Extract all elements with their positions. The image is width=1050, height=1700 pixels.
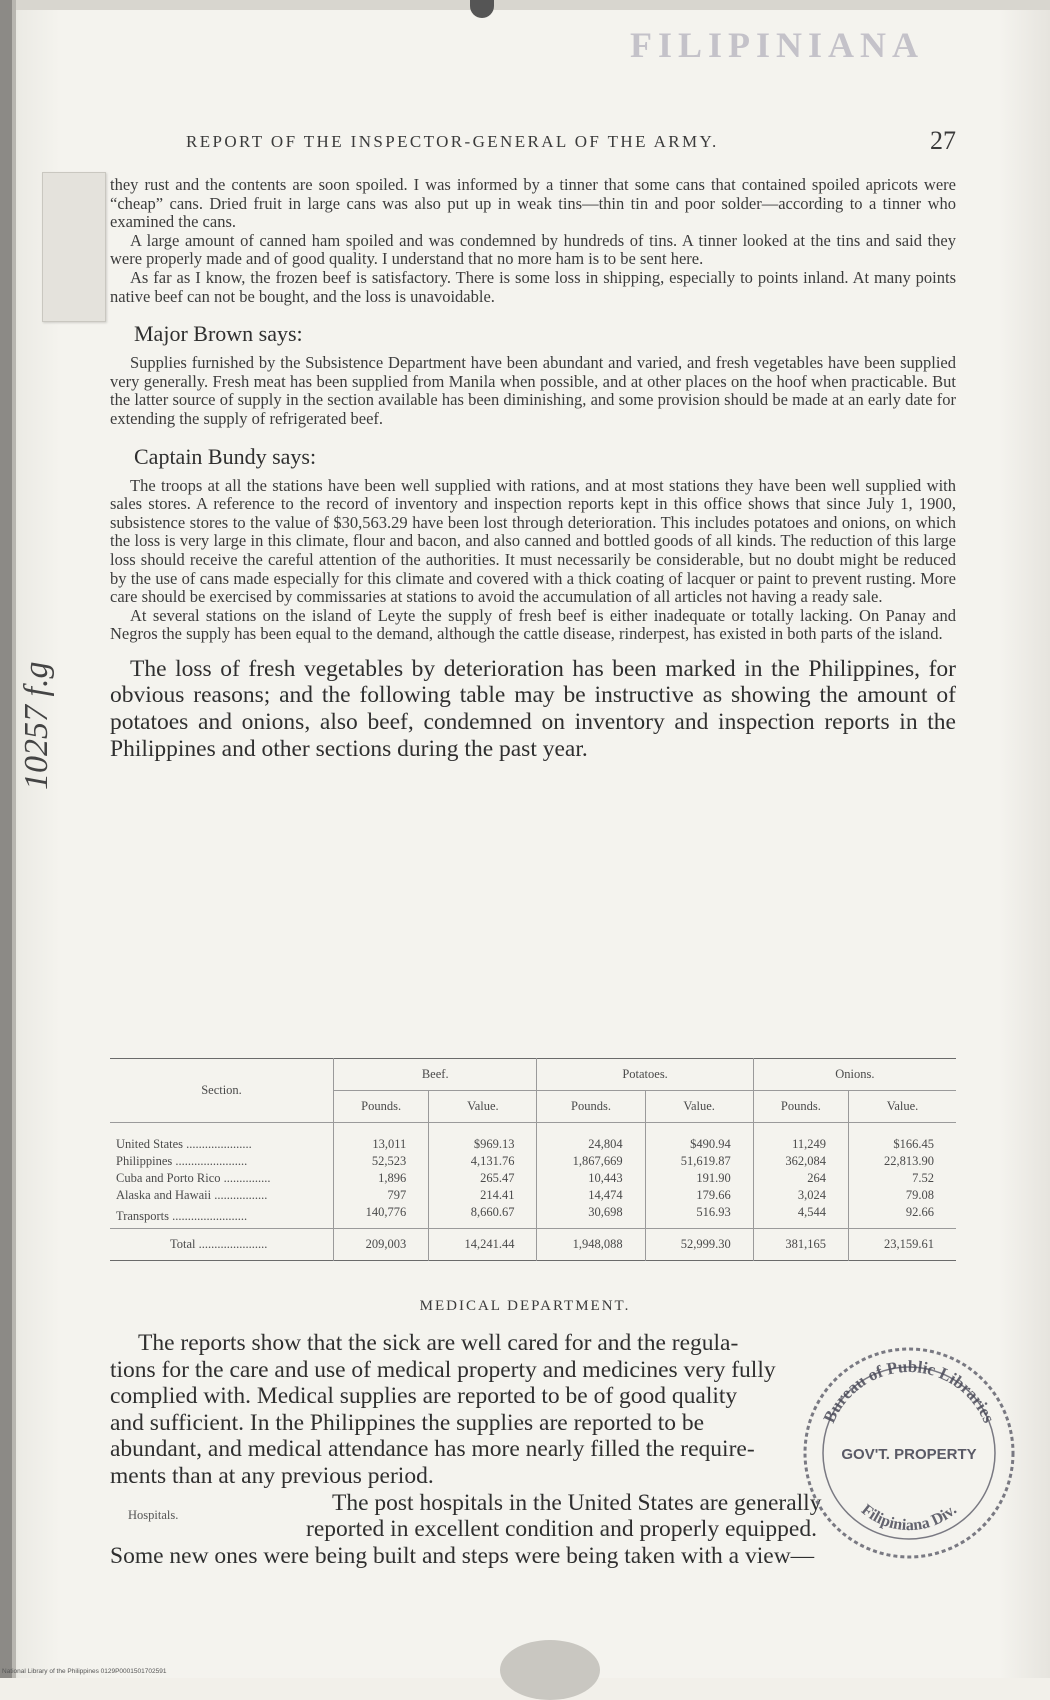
seal-center-text: GOV'T. PROPERTY [841, 1446, 977, 1463]
paragraph: The troops at all the stations have been well supplied with rations, and at most stations they have been well supplied with sales stores. A reference to the record of inventory and inspection reports kept in this office shows that since July 1, 1900, subsistence stores to the value of $30,563.29 have been lost through deterioration. This includes potatoes and onions, on which the loss is very large in this climate, flour and bacon, and also canned and bottled goods of all kinds. The reduction of this large loss should receive the careful attention of the authorities. It must necessarily be considerable, but no doubt might be reduced by the use of cans made especially for this climate and covered with a thick coating of lacquer or paint to prevent rusting. More care should be exercised by commissaries at stations to avoid the accumulation of all articles not having a ready sale. [110, 475, 956, 607]
table-subheader: Value. [645, 1091, 753, 1123]
seal-bottom-text: Filipiniana Div. [858, 1501, 960, 1535]
table-cell-section: Cuba and Porto Rico ............... [116, 1171, 271, 1185]
text-line: abundant, and medical attendance has more nearly filled the require- [110, 1436, 755, 1463]
text-line: ments than at any previous period. [110, 1462, 434, 1489]
margin-note-hospitals: Hospitals. [128, 1508, 179, 1522]
paper-tab [42, 172, 106, 322]
table-cell: 179.66 [645, 1187, 753, 1204]
condemned-stores-table [110, 1058, 956, 1261]
top-edge [16, 0, 1050, 10]
table-cell-total: 14,241.44 [429, 1229, 537, 1261]
table-body [110, 1123, 956, 1261]
paragraph: Supplies furnished by the Subsistence Department have been abundant and varied, and fresh vegetables have been supplied very generally. Fresh meat has been supplied from Manila when possible, and at other places on the hoof when practicable. But the latter source of supply in the section available has been diminishing, and some provision should be made at an early date for extending the supply of refrigerated beef. [110, 353, 956, 428]
seal-outer-text: Bureau of Public Libraries [819, 1356, 999, 1426]
table-cell-total: 209,003 [334, 1229, 429, 1261]
handwritten-accession-number: 10257 f.g [18, 661, 55, 790]
table-subheader: Value. [429, 1091, 537, 1123]
table-cell-section: United States ..................... [116, 1137, 252, 1151]
section-heading-medical: MEDICAL DEPARTMENT. [419, 1298, 631, 1314]
table-cell: 362,084 [753, 1153, 848, 1170]
table-cell: 30,698 [537, 1204, 645, 1229]
table-cell: 191.90 [645, 1170, 753, 1187]
text-line: tions for the care and use of medical property and medicines very fully [110, 1356, 776, 1383]
table-cell-section: Transports ........................ [116, 1208, 248, 1223]
table-row [110, 1204, 956, 1229]
table-group-onions: Onions. [753, 1059, 956, 1091]
table-cell-section: Total ...................... [170, 1237, 268, 1251]
table-cell: 4,131.76 [429, 1153, 537, 1170]
table-cell: 51,619.87 [645, 1153, 753, 1170]
table-row [110, 1170, 956, 1187]
table-cell: 13,011 [334, 1123, 429, 1154]
library-seal [798, 1342, 1020, 1564]
table-cell: 1,867,669 [537, 1153, 645, 1170]
table-cell: 265.47 [429, 1170, 537, 1187]
table-cell: 11,249 [753, 1123, 848, 1154]
text-line: Some new ones were being built and steps were being taken with a view— [110, 1542, 815, 1569]
table-cell-total: 23,159.61 [849, 1229, 956, 1261]
book-spine [0, 0, 12, 1678]
page-header [186, 126, 956, 162]
table-subheader: Pounds. [537, 1091, 645, 1123]
table-cell: 52,523 [334, 1153, 429, 1170]
table-subheader: Pounds. [753, 1091, 848, 1123]
table-cell: 8,660.67 [429, 1204, 537, 1229]
paragraph: they rust and the contents are soon spoiled. I was informed by a tinner that some cans that contained spoiled apricots were “cheap” cans. Dried fruit in large cans was also put up in weak tins—thin tin and poor solder—according to a tinner who examined the cans. [110, 175, 956, 232]
page-clip [500, 1640, 600, 1700]
paragraph: At several stations on the island of Leyte the supply of fresh beef is either inadequate or totally lacking. On Panay and Negros the supply has been equal to the demand, although the cattle disease, rinderpest, has existed in both parts of the island. [110, 605, 956, 644]
table-cell: 24,804 [537, 1123, 645, 1154]
table-cell: $490.94 [645, 1123, 753, 1154]
table-cell-section: Philippines ....................... [116, 1154, 248, 1168]
table-cell: 92.66 [849, 1204, 956, 1229]
text-line: reported in excellent condition and properly equipped. [306, 1516, 817, 1543]
page-number: 27 [930, 126, 956, 155]
table-row [110, 1153, 956, 1170]
text-line: complied with. Medical supplies are reported to be of good quality [110, 1383, 738, 1410]
table-row [110, 1187, 956, 1204]
book-spine-edge [12, 0, 16, 1678]
table-cell: 14,474 [537, 1187, 645, 1204]
table-cell: 140,776 [334, 1204, 429, 1229]
table-cell: 3,024 [753, 1187, 848, 1204]
scan-footer: National Library of the Philippines 0129P0001501702591 [2, 1668, 167, 1675]
table-cell: 79.08 [849, 1187, 956, 1204]
subheading-major-brown: Major Brown says: [134, 321, 303, 347]
table-cell: 7.52 [849, 1170, 956, 1187]
filipiniana-stamp: FILIPINIANA [630, 25, 925, 65]
table-cell-total: 1,948,088 [537, 1229, 645, 1261]
table-cell: 516.93 [645, 1204, 753, 1229]
binding-mark [470, 0, 494, 18]
table-row-total [110, 1229, 956, 1261]
table-cell: 797 [334, 1187, 429, 1204]
table-cell: 22,813.90 [849, 1153, 956, 1170]
paragraph: A large amount of canned ham spoiled and was condemned by hundreds of tins. A tinner looked at the tins and said they were properly made and of good quality. I understand that no more ham is to be sent here. [110, 230, 956, 269]
subheading-captain-bundy: Captain Bundy says: [134, 443, 317, 469]
table-cell-total: 52,999.30 [645, 1229, 753, 1261]
table-cell-total: 381,165 [753, 1229, 848, 1261]
table-cell: 10,443 [537, 1170, 645, 1187]
table-group-potatoes: Potatoes. [537, 1059, 753, 1091]
table-cell: 1,896 [334, 1170, 429, 1187]
text-line: The reports show that the sick are well cared for and the regula- [138, 1330, 739, 1356]
paragraph-large: The loss of fresh vegetables by deterioration has been marked in the Philippines, for obvious reasons; and the following table may be instructive as showing the amount of potatoes and onions, also beef, condemned on inventory and inspection reports in the Philippines and other sections during the past year. [110, 655, 956, 762]
text-line: The post hospitals in the United States are generally [332, 1489, 822, 1516]
table-subheader: Value. [849, 1091, 956, 1123]
table-cell: 214.41 [429, 1187, 537, 1204]
paragraph: As far as I know, the frozen beef is satisfactory. There is some loss in shipping, especially to points inland. At many points native beef can not be bought, and the loss is unavoidable. [110, 267, 956, 306]
text-line: and sufficient. In the Philippines the supplies are reported to be [110, 1409, 705, 1436]
table-header-section: Section. [110, 1059, 334, 1123]
table-cell: $166.45 [849, 1123, 956, 1154]
table-subheader: Pounds. [334, 1091, 429, 1123]
table-cell: 4,544 [753, 1204, 848, 1229]
report-body [110, 176, 956, 762]
table-cell: 264 [753, 1170, 848, 1187]
table-cell: $969.13 [429, 1123, 537, 1154]
table-group-beef: Beef. [334, 1059, 537, 1091]
running-title: REPORT OF THE INSPECTOR-GENERAL OF THE ARMY. [186, 132, 719, 151]
table-cell-section: Alaska and Hawaii ................. [116, 1188, 268, 1202]
table-row [110, 1123, 956, 1154]
